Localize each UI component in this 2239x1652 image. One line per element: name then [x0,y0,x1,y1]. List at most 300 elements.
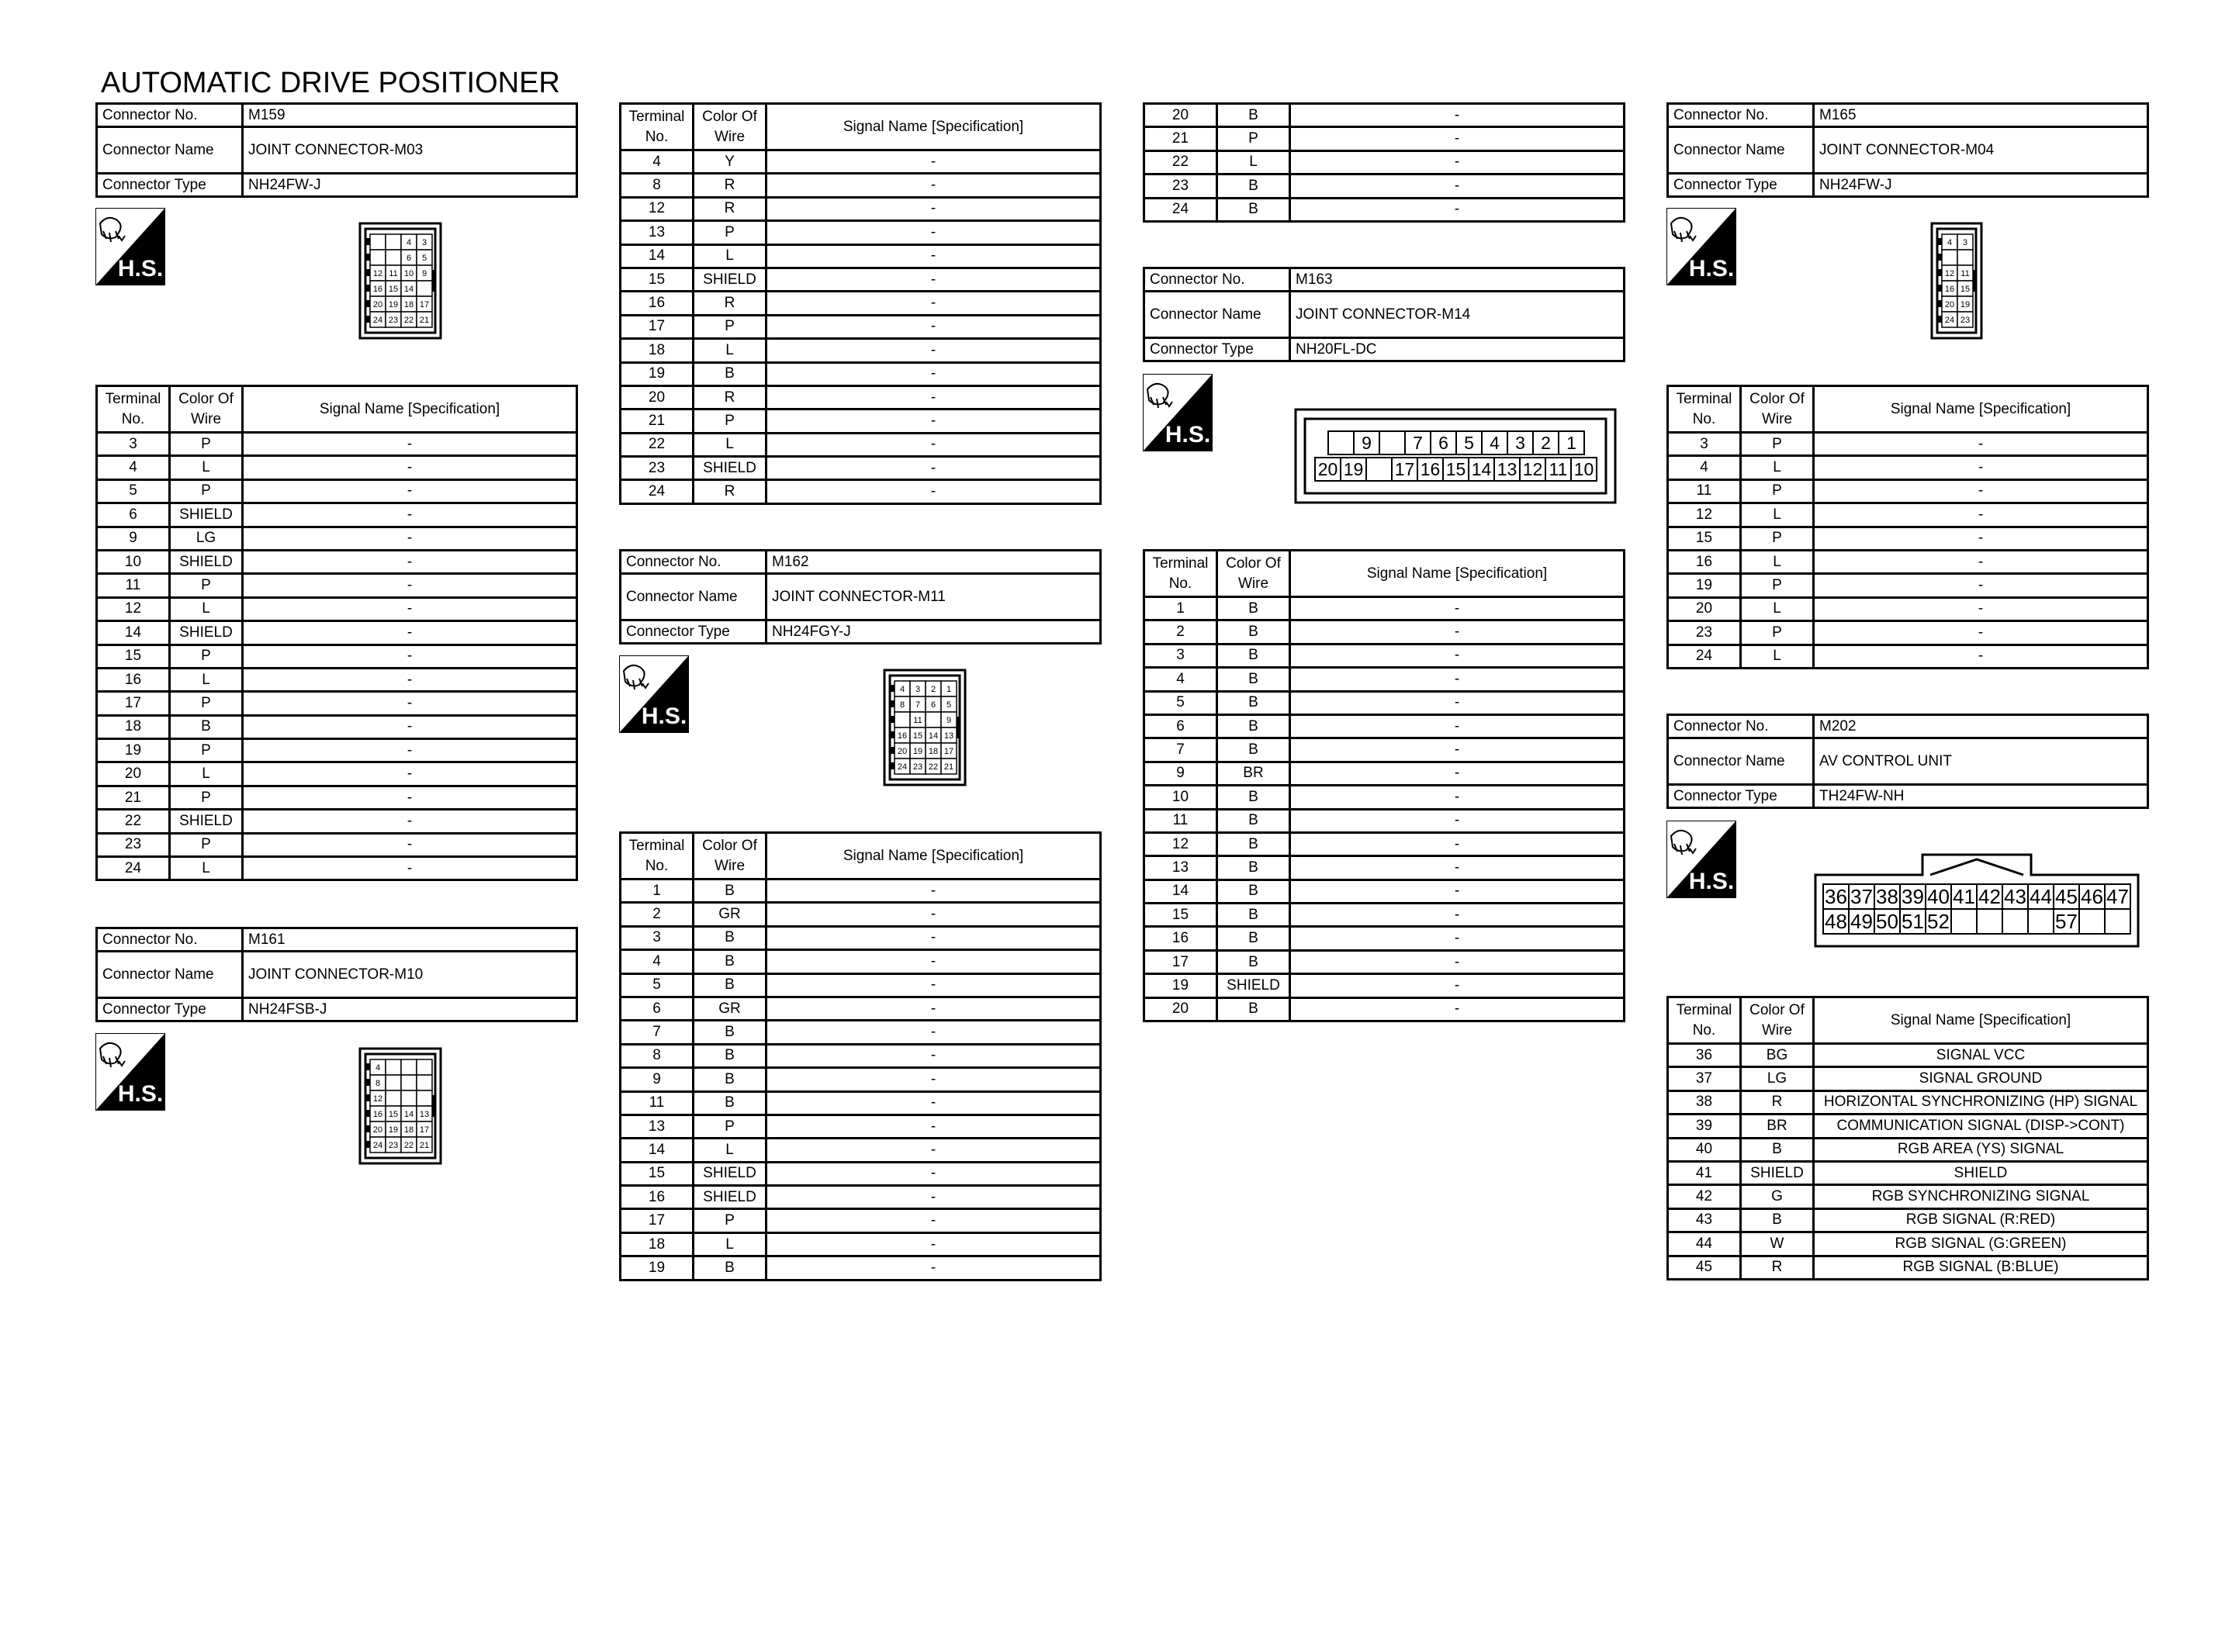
color-cell: P [694,1115,767,1138]
signal-cell: - [767,221,1101,244]
col-terminal-header-line1: Terminal [1676,1001,1732,1018]
pin-cell [417,1075,432,1090]
pin-label: 37 [1850,885,1873,908]
table-row [621,339,1101,362]
col-terminal-header-line1: Terminal [628,837,685,854]
table-row [1144,620,1625,644]
terminal-cell: 15 [621,1162,694,1185]
connector-name-label: Connector Name [1668,738,1814,785]
hs-label: H.S. [117,256,164,282]
terminal-cell: 6 [97,503,170,527]
color-cell: L [170,762,243,786]
signal-cell: - [1814,621,2148,645]
col-color-header-line2: Wire [714,128,746,145]
terminal-table-m162 [619,831,1102,1281]
terminal-cell: 8 [621,1044,694,1067]
pin-label: 16 [897,731,908,741]
terminal-cell: 15 [1668,527,1741,550]
pin-label: 50 [1876,910,1898,933]
color-cell: P [1741,479,1814,503]
table-row [1144,856,1625,880]
terminal-cell: 14 [97,621,170,645]
pin-cell [1559,431,1584,454]
pin-cell [417,1137,432,1153]
pin-cell [417,1059,432,1075]
pin-cell [2079,909,2105,934]
pin-cell [370,1059,386,1075]
pin-label: 46 [2081,885,2103,908]
table-row [1668,479,2148,503]
pin-cell [1942,312,1957,327]
col-color-header-line2: Wire [190,410,222,427]
hs-label: H.S. [1688,256,1735,282]
table-row [1144,786,1625,809]
terminal-cell: 24 [1668,645,1741,668]
signal-cell: - [767,362,1101,385]
signal-cell: RGB AREA (YS) SIGNAL [1814,1138,2148,1161]
signal-cell: - [767,480,1101,503]
terminal-cell: 19 [1144,974,1217,997]
col-terminal-header-line2: No. [1692,1021,1716,1039]
table-row [621,410,1101,433]
terminal-cell: 6 [621,997,694,1020]
color-cell: P [170,645,243,668]
pin-cell [2079,884,2105,909]
terminal-cell: 36 [1668,1044,1741,1067]
color-cell: R [694,292,767,315]
pin-cell [370,1090,386,1106]
pin-label: 4 [899,685,905,694]
pin-cell [417,250,432,265]
pin-cell [926,728,941,743]
terminal-cell: 19 [1668,574,1741,597]
table-row [1144,597,1625,620]
terminal-cell: 13 [621,1115,694,1138]
table-row [621,268,1101,291]
col-terminal-header-line1: Terminal [628,108,685,125]
signal-cell: - [1814,645,2148,668]
color-cell: L [1217,150,1290,174]
signal-cell: - [1290,597,1625,620]
color-cell: B [170,715,243,738]
terminal-cell: 19 [621,1256,694,1280]
pin-label: 15 [388,1110,399,1119]
terminal-cell: 44 [1668,1232,1741,1256]
connector-no-label: Connector No. [1668,104,1814,127]
pin-cell [2002,909,2028,934]
connector-type-value: NH24FSB-J [243,998,577,1021]
terminal-cell: 12 [621,197,694,220]
table-row [621,997,1101,1020]
connector-header-m161 [95,927,578,1022]
terminal-cell: 4 [97,456,170,479]
signal-cell: - [767,1256,1101,1280]
terminal-cell: 37 [1668,1067,1741,1090]
pin-cell [1957,250,1973,265]
terminal-cell: 2 [1144,620,1217,644]
pin-cell [2002,884,2028,909]
connector-face-m162 [883,669,967,790]
color-cell: R [1741,1256,1814,1279]
hs-label: H.S. [1688,869,1735,894]
pin-label: 15 [388,285,399,294]
pin-cell [386,1075,401,1090]
pin-label: 24 [372,316,383,325]
pin-label: 20 [1317,459,1338,479]
terminal-cell: 9 [97,527,170,550]
pin-label: 16 [1944,285,1955,294]
table-row [1144,927,1625,950]
color-cell: SHIELD [170,550,243,573]
signal-cell: - [1814,433,2148,456]
table-row [621,1186,1101,1209]
table-row [1144,880,1625,903]
pin-cell [895,712,910,728]
signal-cell: - [767,385,1101,409]
table-row [1144,950,1625,973]
table-row [621,1115,1101,1138]
terminal-cell: 5 [1144,691,1217,714]
table-row [97,456,577,479]
connector-type-label: Connector Type [97,998,243,1021]
pin-cell [417,234,432,250]
col-terminal-header-line2: No. [121,410,145,427]
table-row [1668,1208,2148,1232]
pin-cell [1366,458,1392,481]
terminal-cell: 1 [1144,597,1217,620]
terminal-cell: 15 [621,268,694,291]
pin-cell [401,265,417,281]
pin-label: 12 [372,269,383,278]
signal-cell: - [767,315,1101,338]
col-color-header [1741,997,1814,1044]
connector-no-value: M161 [243,928,577,952]
color-cell: B [1217,927,1290,950]
color-cell: B [694,926,767,949]
pin-label: 21 [943,762,954,772]
terminal-cell: 5 [621,973,694,997]
connector-face-m202 [1814,852,2140,952]
table-row [1144,738,1625,762]
pin-cell [370,1121,386,1137]
signal-cell: - [767,973,1101,997]
terminal-cell: 22 [1144,150,1217,174]
pin-cell [1469,458,1494,481]
pin-label: 19 [1343,459,1364,479]
color-cell: L [1741,456,1814,479]
pin-label: 45 [2055,885,2078,908]
table-row [97,786,577,809]
col-color-header [694,833,767,880]
pin-label: 5 [946,700,952,710]
signal-cell: - [243,833,577,856]
terminal-cell: 9 [621,1068,694,1091]
pin-cell [386,1090,401,1106]
table-row [97,692,577,715]
signal-cell: - [767,1162,1101,1185]
terminal-cell: 16 [1144,927,1217,950]
hs-icon [619,655,689,733]
signal-cell: - [1290,127,1625,150]
pin-label: 1 [946,685,952,694]
table-row [1144,762,1625,785]
pin-cell [1977,909,2002,934]
pin-cell [417,265,432,281]
pin-cell [1957,281,1973,296]
pin-cell [386,234,401,250]
pin-label: 9 [421,269,427,278]
connector-no-value: M159 [243,104,577,127]
color-cell: SHIELD [694,457,767,480]
signal-cell: - [1290,856,1625,880]
col-color-header-line1: Color Of [1226,555,1281,572]
pin-cell [401,312,417,327]
col-signal-header: Signal Name [Specification] [1290,551,1625,597]
connector-name-value: JOINT CONNECTOR-M14 [1290,292,1625,338]
pin-cell [1942,281,1957,296]
table-row [97,833,577,856]
col-color-header-line1: Color Of [178,390,234,407]
col-terminal-header [1144,551,1217,597]
pin-label: 13 [943,731,954,741]
color-cell: B [1217,997,1290,1021]
pin-label: 19 [388,300,399,309]
table-row [621,1044,1101,1067]
pin-cell [386,1106,401,1121]
connector-name-label: Connector Name [97,952,243,998]
pin-label: 3 [421,238,427,247]
color-cell: B [694,880,767,903]
pin-label: 4 [1490,433,1500,453]
pin-cell [370,234,386,250]
col-color-header [694,104,767,150]
color-cell: GR [694,997,767,1020]
pin-cell [1494,458,1520,481]
terminal-cell: 18 [97,715,170,738]
col-color-header [170,386,243,433]
signal-cell: - [243,645,577,668]
color-cell: L [1741,550,1814,573]
color-cell: W [1741,1232,1814,1256]
signal-cell: - [243,857,577,880]
hs-label: H.S. [1164,422,1211,448]
table-row [97,527,577,550]
connector-type-label: Connector Type [1144,338,1290,361]
hs-label: H.S. [117,1081,164,1107]
pin-cell [1823,909,1849,934]
pin-cell [401,1121,417,1137]
table-row [621,244,1101,268]
signal-cell: - [1290,809,1625,832]
table-header-row [1144,551,1625,597]
pin-label: 15 [1960,285,1971,294]
terminal-table-m163 [1143,549,1625,1022]
pin-cell [1957,234,1973,250]
signal-cell: - [1290,714,1625,738]
color-cell: B [1741,1138,1814,1161]
pin-label: 18 [403,1125,414,1135]
table-row [621,1091,1101,1115]
signal-cell: - [1290,738,1625,762]
terminal-cell: 14 [1144,880,1217,903]
color-cell: B [1217,668,1290,691]
signal-cell: - [1814,597,2148,620]
pin-label: 6 [930,700,936,710]
col-color-header-line1: Color Of [1749,1001,1805,1018]
pin-cell [1957,265,1973,281]
color-cell: B [1217,714,1290,738]
pin-label: 13 [419,1110,430,1119]
terminal-cell: 20 [1144,104,1217,127]
pin-cell [1823,884,1849,909]
signal-cell: COMMUNICATION SIGNAL (DISP->CONT) [1814,1115,2148,1138]
connector-face-m163 [1294,408,1617,508]
pin-cell [370,281,386,296]
signal-cell: - [767,1115,1101,1138]
connector-name-value: AV CONTROL UNIT [1814,738,2148,785]
signal-cell: - [243,786,577,809]
table-row [1668,527,2148,550]
table-row [621,973,1101,997]
terminal-table-m160 [619,102,1102,505]
pin-label: 14 [403,285,414,294]
color-cell: L [170,456,243,479]
terminal-cell: 17 [621,315,694,338]
terminal-cell: 42 [1668,1185,1741,1208]
signal-cell: - [243,668,577,691]
color-cell: P [170,739,243,762]
terminal-cell: 14 [621,1139,694,1162]
pin-cell [417,312,432,327]
pin-cell [401,234,417,250]
table-row [621,292,1101,315]
terminal-cell: 39 [1668,1115,1741,1138]
color-cell: BR [1217,762,1290,785]
color-cell: P [1741,433,1814,456]
pin-label: 7 [915,700,921,710]
terminal-cell: 12 [1668,503,1741,527]
pin-cell [910,728,926,743]
pin-cell [386,1121,401,1137]
pin-label: 10 [403,269,414,278]
pin-cell [941,728,957,743]
pin-cell [1977,884,2002,909]
color-cell: L [694,1139,767,1162]
pin-cell [941,696,957,712]
pin-label: 12 [372,1094,383,1104]
color-cell: SHIELD [694,1162,767,1185]
connector-no-label: Connector No. [97,104,243,127]
pin-cell [1482,431,1507,454]
signal-cell: - [767,410,1101,433]
pin-cell [386,281,401,296]
connector-face-m165 [1930,222,1983,344]
col-terminal-header-line2: No. [1692,410,1716,427]
pin-label: 3 [915,685,921,694]
signal-cell: - [767,268,1101,291]
pin-label: 23 [388,316,399,325]
pin-cell [1315,458,1341,481]
pin-label: 11 [389,269,398,278]
terminal-cell: 20 [1144,997,1217,1021]
connector-type-value: NH24FW-J [1814,174,2148,197]
table-header-row [1668,997,2148,1044]
table-row [621,950,1101,973]
terminal-cell: 24 [97,857,170,880]
pin-label: 16 [1420,459,1441,479]
pin-cell [2028,909,2054,934]
pin-label: 3 [1515,433,1525,453]
signal-cell: - [1290,950,1625,973]
color-cell: P [1741,574,1814,597]
color-cell: B [694,1044,767,1067]
terminal-table-m162-continued [1143,102,1625,223]
pin-cell [1957,296,1973,312]
signal-cell: - [767,197,1101,220]
table-row [1668,1161,2148,1184]
pin-cell [1507,431,1533,454]
terminal-cell: 6 [1144,714,1217,738]
pin-label: 14 [1471,459,1492,479]
terminal-cell: 12 [97,597,170,620]
signal-cell: - [1290,150,1625,174]
terminal-cell: 11 [97,574,170,597]
pin-cell [417,1121,432,1137]
signal-cell: - [767,880,1101,903]
color-cell: P [170,786,243,809]
color-cell: LG [1741,1067,1814,1090]
table-row [1668,597,2148,620]
pin-label: 17 [419,300,430,309]
terminal-cell: 22 [97,810,170,833]
pin-cell [386,1059,401,1075]
pin-cell [926,759,941,774]
terminal-cell: 1 [621,880,694,903]
signal-cell: - [243,692,577,715]
signal-cell: - [1290,997,1625,1021]
pin-cell [1405,431,1431,454]
table-row [621,457,1101,480]
connector-type-value: NH24FW-J [243,174,577,197]
table-row [621,1256,1101,1280]
pin-cell [1417,458,1443,481]
pin-cell [1849,909,1874,934]
pin-label: 6 [406,254,412,263]
signal-cell: - [767,1044,1101,1067]
table-row [1144,104,1625,127]
table-row [1668,1138,2148,1161]
color-cell: G [1741,1185,1814,1208]
connector-face-m159 [358,222,442,344]
col-terminal-header [1668,386,1741,433]
pin-label: 38 [1876,885,1898,908]
table-row [1144,974,1625,997]
signal-cell: - [243,574,577,597]
pin-cell [2028,884,2054,909]
connector-name-label: Connector Name [1144,292,1290,338]
pin-label: 8 [899,700,905,710]
color-cell: B [1217,691,1290,714]
pin-cell [926,696,941,712]
pin-cell [1379,431,1405,454]
pin-cell [1951,909,1977,934]
pin-cell [941,759,957,774]
terminal-cell: 9 [1144,762,1217,785]
signal-cell: - [1290,175,1625,198]
table-row [1668,503,2148,527]
pin-cell [895,728,910,743]
pin-cell [2105,884,2130,909]
